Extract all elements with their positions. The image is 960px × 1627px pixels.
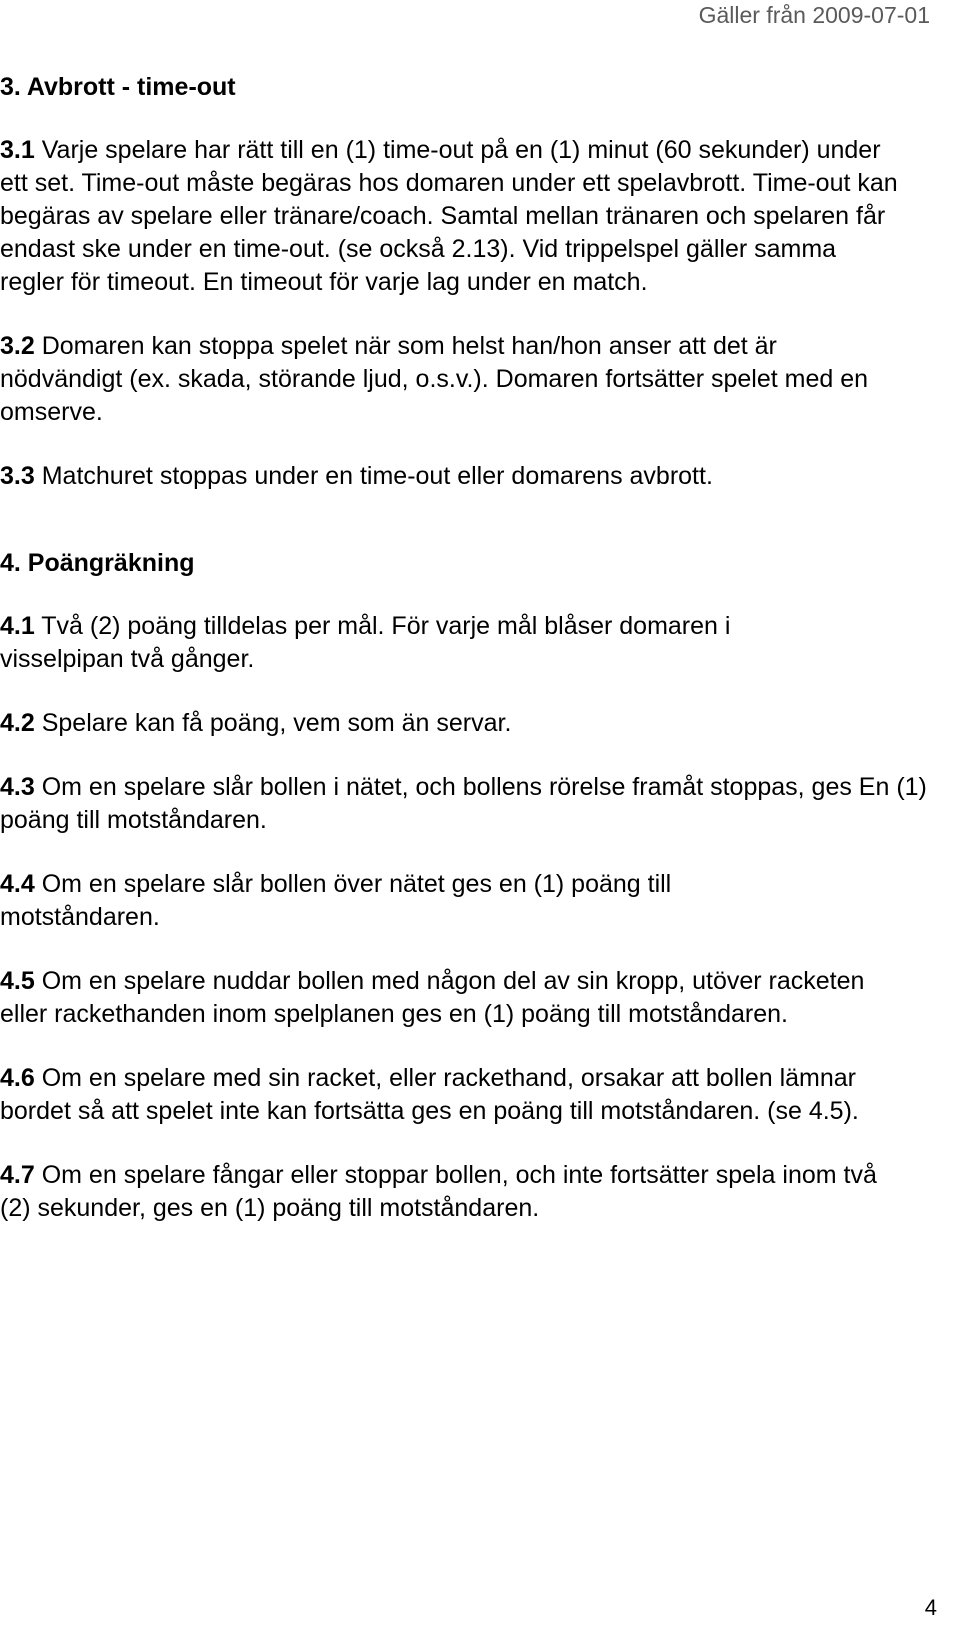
rule-number: 3.3: [0, 462, 35, 490]
rule-text: Om en spelare slår bollen i nätet, och bollens rörelse framåt stoppas, ges En (1) poäng till motståndaren.: [0, 773, 927, 834]
rule-number: 4.7: [0, 1161, 35, 1189]
rule-4-6: [0, 1062, 905, 1128]
rule-3-1: [0, 134, 905, 299]
rule-4-4: [0, 868, 800, 934]
rule-number: 4.5: [0, 967, 35, 995]
rule-text: Om en spelare nuddar bollen med någon del av sin kropp, utöver racketen eller rackethanden inom spelplanen ges en (1) poäng till motståndaren.: [0, 967, 865, 1028]
rule-number: 3.2: [0, 332, 35, 360]
rule-text: Varje spelare har rätt till en (1) time-out på en (1) minut (60 sekunder) under ett set. Time-out måste begäras hos domaren under ett spelavbrott. Time-out kan begäras av spelare eller tränare/coach. Samtal mellan tränaren och spelaren får endast ske under en time-out. (se också 2.13). Vid trippelspel gäller samma regler för timeout. En timeout för varje lag under en match.: [0, 136, 898, 296]
section-heading-scoring: 4. Poängräkning: [0, 549, 195, 577]
rule-number: 4.6: [0, 1064, 35, 1092]
rule-number: 4.3: [0, 773, 35, 801]
rule-number: 4.4: [0, 870, 35, 898]
rule-text: Två (2) poäng tilldelas per mål. För varje mål blåser domaren i visselpipan två gånger.: [0, 612, 731, 673]
rule-text: Om en spelare slår bollen över nätet ges en (1) poäng till motståndaren.: [0, 870, 672, 931]
rule-4-1: [0, 610, 860, 676]
rule-text: Matchuret stoppas under en time-out eller domarens avbrott.: [41, 462, 713, 490]
rule-4-2: [0, 707, 940, 740]
rule-number: 3.1: [0, 136, 35, 164]
page-number: 4: [924, 1595, 937, 1620]
rule-text: Domaren kan stoppa spelet när som helst han/hon anser att det är nödvändigt (ex. skada, störande ljud, o.s.v.). Domaren fortsätter spelet med en omserve.: [0, 332, 869, 426]
rule-4-3: [0, 771, 935, 837]
rule-4-5: [0, 965, 890, 1031]
rule-text: Om en spelare fångar eller stoppar bollen, och inte fortsätter spela inom två (2) sekunder, ges en (1) poäng till motståndaren.: [0, 1161, 877, 1222]
valid-from-date: Gäller från 2009-07-01: [698, 2, 930, 28]
rule-4-7: [0, 1159, 905, 1225]
rule-number: 4.2: [0, 709, 35, 737]
document-body: [0, 70, 940, 1225]
section-heading-timeout: 3. Avbrott - time-out: [0, 73, 236, 101]
rule-text: Spelare kan få poäng, vem som än servar.: [41, 709, 512, 737]
rule-number: 4.1: [0, 612, 35, 640]
rule-3-2: [0, 330, 905, 429]
rule-text: Om en spelare med sin racket, eller rackethand, orsakar att bollen lämnar bordet så att spelet inte kan fortsätta ges en poäng till motståndaren. (se 4.5).: [0, 1064, 859, 1125]
rule-3-3: [0, 460, 940, 493]
